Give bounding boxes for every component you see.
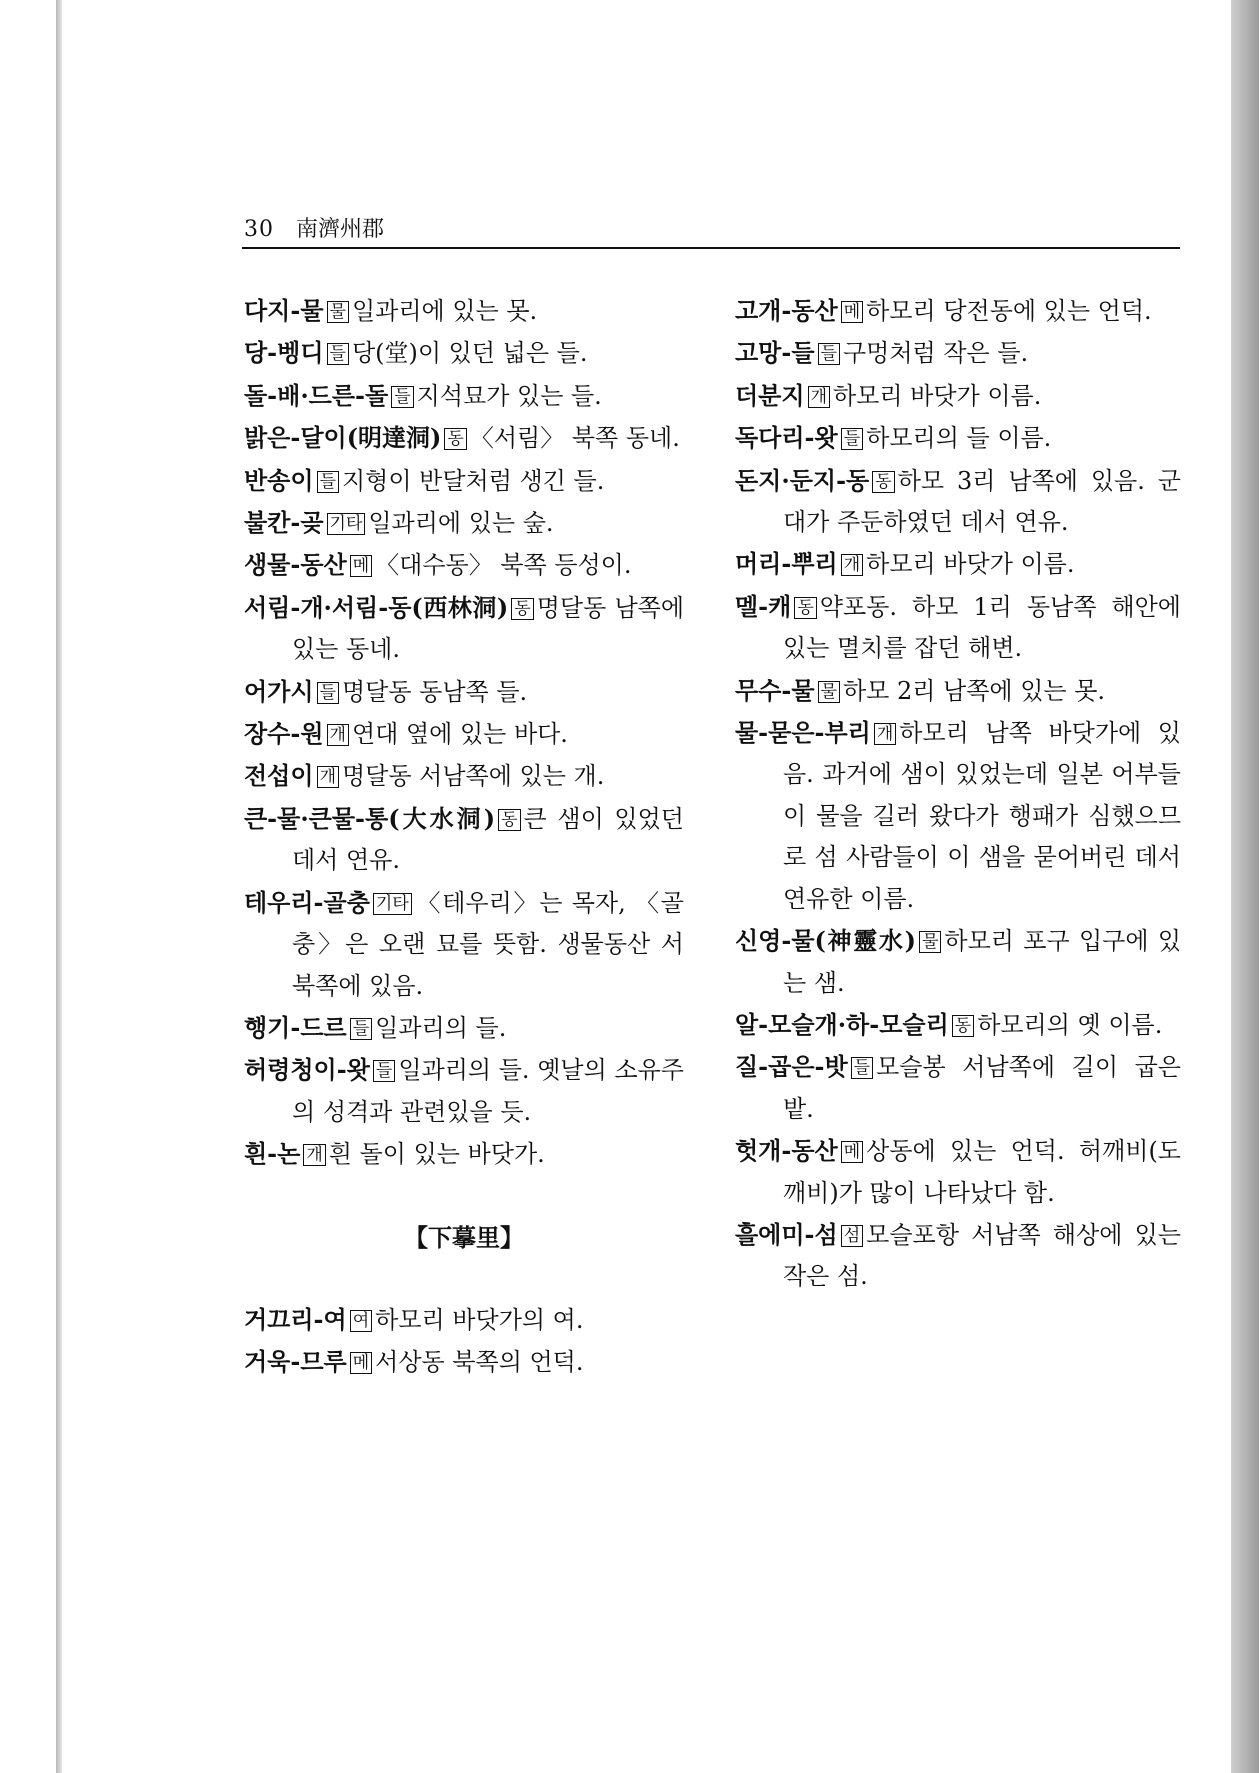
entry-headword: 허령청이-왓: [244, 1055, 370, 1085]
entry-headword: 신영-물(神靈水): [735, 926, 916, 956]
entry-headword: 행기-드르: [244, 1012, 347, 1042]
entry-headword: 흰-논: [244, 1139, 301, 1169]
entry-description: 하모리 남쪽 바닷가에 있음. 과거에 샘이 있었는데 일본 어부들이 물을 길러 왔다가 행패가 심했으므로 섬 사람들이 이 샘을 묻어버린 데서 연유한 이름.: [783, 719, 1181, 913]
dictionary-entry: [735, 332, 1181, 374]
dictionary-entry: [244, 1341, 684, 1383]
dictionary-entry: [735, 1046, 1181, 1130]
entry-headword: 장수-원: [244, 719, 324, 749]
dictionary-entry: [735, 1004, 1181, 1046]
dictionary-entry: [244, 1299, 684, 1341]
entry-category-tag: 메: [841, 301, 863, 323]
entry-description: 모슬봉 서남쪽에 길이 굽은 밭.: [783, 1053, 1181, 1123]
entry-description: 약포동. 하모 1리 동남쪽 해안에 있는 멸치를 잡던 해변.: [783, 592, 1181, 663]
dictionary-entry: [735, 1214, 1181, 1298]
entry-headword: 질-곱은-밧: [735, 1052, 848, 1082]
dictionary-entry: [244, 290, 684, 332]
entry-category-tag: 메: [350, 555, 372, 577]
entry-description: 하모리의 옛 이름.: [977, 1010, 1163, 1039]
entry-headword: 반송이: [244, 465, 314, 495]
dictionary-entry: [735, 586, 1181, 670]
entry-category-tag: 메: [350, 1352, 372, 1374]
entry-category-tag: 들: [350, 1018, 372, 1040]
entry-category-tag: 동: [511, 598, 533, 620]
entry-description: 〈테우리〉는 목자, 〈골충〉은 오랜 묘를 뜻함. 생물동산 서북쪽에 있음.: [292, 888, 684, 1000]
entry-headword: 다지-물: [244, 296, 324, 325]
entry-headword: 헛개-동산: [735, 1136, 838, 1166]
page-header-title: 南濟州郡: [296, 217, 385, 242]
entry-description: 구멍처럼 작은 들.: [842, 339, 1029, 368]
entry-category-tag: 여: [350, 1310, 372, 1332]
entry-description: 〈대수동〉 북쪽 등성이.: [375, 551, 632, 580]
entry-category-tag: 동: [444, 428, 466, 450]
entry-description: 명달동 동남쪽 들.: [342, 677, 528, 706]
entry-description: 일과리의 들. 옛날의 소유주의 성격과 관련있을 듯.: [292, 1056, 684, 1126]
entry-description: 서상동 북쪽의 언덕.: [375, 1348, 584, 1377]
entry-description: 지석묘가 있는 들.: [416, 381, 602, 410]
entry-category-tag: 개: [808, 386, 830, 408]
entry-category-tag: 개: [327, 724, 349, 746]
dictionary-entry: [244, 798, 684, 882]
dictionary-entry: [735, 712, 1181, 920]
entry-headword: 돌-배·드른-돌: [244, 380, 389, 410]
entry-description: 일과리의 들.: [375, 1013, 507, 1042]
entry-category-tag: 메: [841, 1141, 863, 1163]
entry-description: 흰 돌이 있는 바닷가.: [328, 1140, 545, 1169]
entry-category-tag: 동: [872, 471, 894, 493]
entry-description: 하모리 포구 입구에 있는 샘.: [783, 927, 1181, 997]
entry-description: 연대 옆에 있는 바다.: [351, 720, 568, 749]
entry-headword: 밝은-달이(明達洞): [244, 423, 442, 453]
entry-description: 일과리에 있는 못.: [351, 297, 538, 325]
dictionary-entry: [244, 713, 684, 755]
entry-description: 모슬포항 서남쪽 해상에 있는 작은 섬.: [783, 1220, 1181, 1291]
dictionary-entry: [244, 671, 684, 713]
entry-description: 하모리 바닷가의 여.: [375, 1305, 584, 1334]
entry-description: 명달동 서남쪽에 있는 개.: [342, 762, 605, 791]
entry-category-tag: 개: [317, 766, 339, 788]
dictionary-entry: [244, 375, 684, 417]
book-spine-edge: [56, 0, 62, 1773]
dictionary-entry: [244, 587, 684, 671]
entry-headword: 큰-물·큰물-통(大水洞): [244, 803, 496, 833]
header-rule: [242, 247, 1180, 249]
entry-description: 지형이 반달처럼 생긴 들.: [342, 466, 605, 495]
entry-headword: 거끄리-여: [244, 1304, 347, 1334]
entry-category-tag: 들: [818, 343, 840, 365]
entry-description: 하모 2리 남쪽에 있는 못.: [842, 676, 1106, 705]
dictionary-entry: [244, 502, 684, 544]
dictionary-entry: [244, 755, 684, 797]
entry-headword: 알-모슬개·하-모슬리: [735, 1009, 949, 1039]
entry-description: 〈서림〉 북쪽 동네.: [469, 424, 680, 453]
entry-category-tag: 개: [303, 1144, 325, 1166]
dictionary-entry: [244, 1007, 684, 1049]
entry-description: 명달동 남쪽에 있는 동네.: [292, 593, 684, 664]
entry-category-tag: 들: [391, 386, 413, 408]
entry-headword: 돈지·둔지-동: [735, 465, 870, 495]
entry-description: 하모 3리 남쪽에 있음. 군대가 주둔하였던 데서 연유.: [783, 466, 1181, 537]
entry-headword: 물-묻은-부리: [735, 718, 871, 748]
entry-category-tag: 동: [952, 1015, 974, 1037]
entry-category-tag: 섬: [841, 1225, 863, 1247]
page-shadow: [1231, 0, 1259, 1773]
dictionary-entry: [735, 417, 1181, 459]
dictionary-entry: [735, 670, 1181, 712]
dictionary-entry: [735, 920, 1181, 1004]
entry-category-tag: 들: [851, 1057, 873, 1079]
dictionary-entry: [244, 417, 684, 459]
entry-headword: 더분지: [735, 380, 805, 410]
entry-headword: 흘에미-섬: [735, 1219, 838, 1249]
entry-description: 하모리 당전동에 있는 언덕.: [866, 297, 1152, 325]
dictionary-entry: [244, 332, 684, 374]
dictionary-entry: [735, 460, 1181, 544]
entry-headword: 서림-개·서림-동(西林洞): [244, 592, 509, 622]
dictionary-entry: [244, 1133, 684, 1175]
entry-headword: 어가시: [244, 676, 314, 706]
left-column: [244, 290, 684, 1384]
entry-category-tag: 들: [317, 682, 339, 704]
section-title: 【下摹里】: [404, 1222, 524, 1252]
dictionary-entry: [244, 544, 684, 586]
dictionary-entry: [244, 882, 684, 1007]
entry-description: 하모리 바닷가 이름.: [866, 550, 1075, 579]
entry-category-tag: 기타: [327, 513, 366, 535]
dictionary-entry: [735, 375, 1181, 417]
entry-category-tag: 물: [327, 301, 349, 323]
dictionary-entry: [735, 290, 1181, 332]
entry-headword: 머리-뿌리: [735, 549, 838, 579]
dictionary-entry: [735, 543, 1181, 585]
dictionary-entry: [244, 1049, 684, 1133]
entry-headword: 무수-물: [735, 675, 815, 705]
entry-description: 상동에 있는 언덕. 허깨비(도깨비)가 많이 나타났다 함.: [783, 1137, 1181, 1207]
dictionary-entry: [244, 460, 684, 502]
entry-description: 하모리 바닷가 이름.: [833, 381, 1042, 410]
entry-headword: 불칸-곶: [244, 508, 324, 538]
entry-headword: 생물-동산: [244, 550, 347, 580]
entry-headword: 멜-캐: [735, 591, 792, 621]
entry-description: 큰 샘이 있었던 데서 연유.: [292, 804, 684, 875]
dictionary-entry: [735, 1130, 1181, 1214]
page-number: 30: [244, 217, 274, 242]
entry-description: 일과리에 있는 숲.: [368, 509, 554, 538]
entry-category-tag: 들: [373, 1060, 395, 1082]
entry-category-tag: 들: [841, 428, 863, 450]
entry-headword: 거욱-므루: [244, 1347, 347, 1377]
entry-headword: 당-벵디: [244, 338, 324, 368]
entry-description: 하모리의 들 이름.: [866, 424, 1052, 453]
entry-category-tag: 들: [317, 471, 339, 493]
entry-category-tag: 개: [874, 723, 896, 745]
entry-category-tag: 물: [919, 931, 941, 953]
entry-headword: 고망-들: [735, 338, 815, 368]
entry-category-tag: 물: [818, 681, 840, 703]
running-head: [244, 212, 384, 243]
entry-category-tag: 동: [498, 809, 520, 831]
entry-headword: 독다리-왓: [735, 423, 838, 453]
entry-category-tag: 동: [794, 597, 816, 619]
entry-category-tag: 개: [841, 554, 863, 576]
entry-headword: 테우리-골충: [244, 887, 370, 917]
entry-headword: 고개-동산: [735, 296, 838, 325]
right-column: [735, 290, 1181, 1298]
entry-description: 당(堂)이 있던 넓은 들.: [351, 339, 588, 368]
entry-headword: 전섭이: [244, 761, 314, 791]
entry-category-tag: 기타: [373, 893, 412, 915]
entry-category-tag: 들: [327, 343, 349, 365]
